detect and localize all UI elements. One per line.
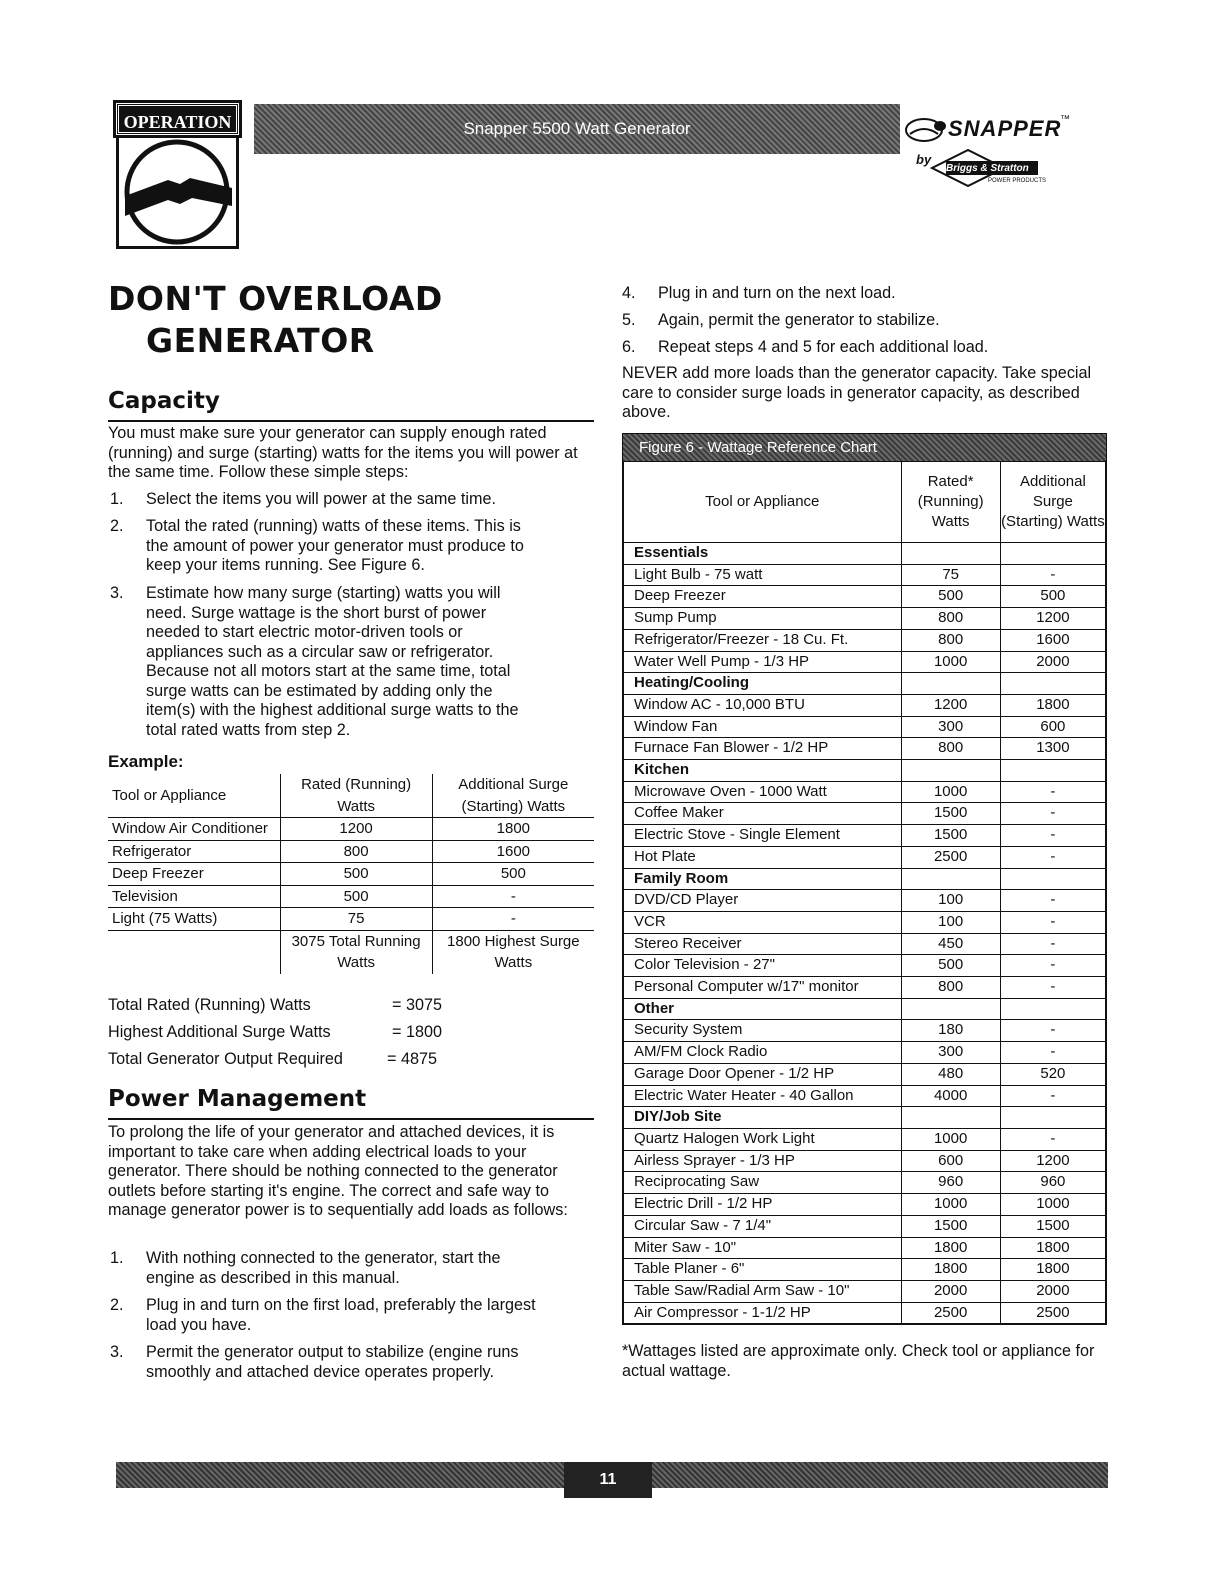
- surge-watts: 500: [1000, 586, 1105, 608]
- category-label: Other: [624, 998, 902, 1020]
- rated-watts: 75: [901, 564, 1000, 586]
- maker-sub: POWER PRODUCTS: [988, 178, 1047, 184]
- rated-watts: 100: [901, 911, 1000, 933]
- rated-watts: 1200: [901, 694, 1000, 716]
- category-row: [624, 543, 1106, 565]
- rated-watts: 1000: [901, 1128, 1000, 1150]
- rated-watts: 1000: [901, 651, 1000, 673]
- summary-surge-value: = 1800: [392, 1023, 442, 1041]
- rated-watts: 800: [901, 738, 1000, 760]
- rated-watts: 500: [901, 955, 1000, 977]
- item-name: Refrigerator/Freezer - 18 Cu. Ft.: [624, 629, 902, 651]
- empty-cell: [901, 1107, 1000, 1129]
- table-row: [624, 694, 1106, 716]
- rated-watts: 1800: [901, 1237, 1000, 1259]
- page-title: [108, 278, 588, 362]
- table-row: [624, 738, 1106, 760]
- operation-icon: [120, 138, 235, 246]
- rated-watts: 1000: [901, 1194, 1000, 1216]
- surge-watts: 520: [1000, 1063, 1105, 1085]
- table-row: Refrigerator 800 1600: [108, 840, 594, 863]
- table-row: [624, 1237, 1106, 1259]
- capacity-step-2: 2. Total the rated (running) watts of these items. This is the amount of power your generator must produce to keep your items running. See Figure 6.: [110, 517, 524, 574]
- empty-cell: [901, 543, 1000, 565]
- table-header-row: Tool or Appliance Rated (Running) Watts Additional Surge (Starting) Watts: [108, 774, 594, 818]
- table-row: [624, 1128, 1106, 1150]
- category-row: [624, 998, 1106, 1020]
- category-label: Heating/Cooling: [624, 673, 902, 695]
- category-row: [624, 673, 1106, 695]
- never-note: NEVER add more loads than the generator capacity. Take special care to consider surge loads in generator capacity, as described above.: [622, 364, 1092, 421]
- trademark: ™: [1060, 114, 1070, 125]
- rated-watts: 1500: [901, 825, 1000, 847]
- rated-watts: 1800: [901, 1259, 1000, 1281]
- surge-watts: 1500: [1000, 1215, 1105, 1237]
- table-row: [624, 1042, 1106, 1064]
- table-row: [624, 1194, 1106, 1216]
- item-name: Deep Freezer: [624, 586, 902, 608]
- rated-watts: 500: [901, 586, 1000, 608]
- table-totals-row: 3075 Total Running Watts 1800 Highest Surge Watts: [108, 930, 594, 974]
- item-name: VCR: [624, 911, 902, 933]
- table-row: [624, 846, 1106, 868]
- item-name: Garage Door Opener - 1/2 HP: [624, 1063, 902, 1085]
- table-row: [624, 1280, 1106, 1302]
- item-name: Sump Pump: [624, 608, 902, 630]
- item-name: Window AC - 10,000 BTU: [624, 694, 902, 716]
- table-row: [624, 1259, 1106, 1281]
- rated-watts: 300: [901, 1042, 1000, 1064]
- title-line-2: GENERATOR: [146, 321, 375, 360]
- brand-by: by: [916, 152, 932, 167]
- maker-name: Briggs & Stratton: [946, 163, 1029, 174]
- surge-watts: -: [1000, 564, 1105, 586]
- item-name: AM/FM Clock Radio: [624, 1042, 902, 1064]
- table-row: [624, 781, 1106, 803]
- surge-watts: 1800: [1000, 1237, 1105, 1259]
- table-row: [624, 564, 1106, 586]
- surge-watts: -: [1000, 825, 1105, 847]
- surge-watts: 1300: [1000, 738, 1105, 760]
- category-label: DIY/Job Site: [624, 1107, 902, 1129]
- surge-watts: 2500: [1000, 1302, 1105, 1324]
- example-heading: Example:: [108, 752, 184, 771]
- table-row: [624, 977, 1106, 999]
- empty-cell: [1000, 760, 1105, 782]
- page-number: 11: [564, 1462, 652, 1498]
- item-name: Hot Plate: [624, 846, 902, 868]
- item-name: Quartz Halogen Work Light: [624, 1128, 902, 1150]
- power-step-2: 2. Plug in and turn on the first load, preferably the largest load you have.: [110, 1296, 536, 1334]
- item-name: Microwave Oven - 1000 Watt: [624, 781, 902, 803]
- empty-cell: [901, 760, 1000, 782]
- table-row: [624, 825, 1106, 847]
- power-step-1: 1. With nothing connected to the generator, start the engine as described in this manual.: [110, 1249, 501, 1287]
- surge-watts: -: [1000, 933, 1105, 955]
- item-name: Furnace Fan Blower - 1/2 HP: [624, 738, 902, 760]
- table-row: [624, 911, 1106, 933]
- item-name: Light Bulb - 75 watt: [624, 564, 902, 586]
- power-rule: [108, 1118, 594, 1120]
- rated-watts: 800: [901, 608, 1000, 630]
- table-row: [624, 586, 1106, 608]
- surge-watts: -: [1000, 955, 1105, 977]
- rated-watts: 800: [901, 977, 1000, 999]
- title-line-1: DON'T OVERLOAD: [108, 279, 443, 318]
- chart-title: Figure 6 - Wattage Reference Chart: [623, 434, 1106, 461]
- table-row: [624, 1172, 1106, 1194]
- power-heading: Power Management: [108, 1086, 367, 1112]
- rated-watts: 480: [901, 1063, 1000, 1085]
- brand-logo: [902, 108, 1082, 208]
- table-row: [624, 1150, 1106, 1172]
- empty-cell: [1000, 543, 1105, 565]
- footnote: *Wattages listed are approximate only. Check tool or appliance for actual wattage.: [622, 1342, 1095, 1380]
- surge-watts: 1200: [1000, 608, 1105, 630]
- surge-watts: -: [1000, 1085, 1105, 1107]
- surge-watts: 960: [1000, 1172, 1105, 1194]
- item-name: Personal Computer w/17" monitor: [624, 977, 902, 999]
- summary-rated-value: = 3075: [392, 996, 442, 1014]
- table-row: [624, 629, 1106, 651]
- surge-watts: 2000: [1000, 651, 1105, 673]
- item-name: Electric Water Heater - 40 Gallon: [624, 1085, 902, 1107]
- item-name: Water Well Pump - 1/3 HP: [624, 651, 902, 673]
- empty-cell: [1000, 998, 1105, 1020]
- capacity-step-3: 3. Estimate how many surge (starting) watts you will need. Surge wattage is the short burst of power needed to start electric motor-driven tools or appliances such as a circular saw or refrigerator. Because not all motors start at the same time, total surge watts can be estimated by adding only the item(s) with the highest additional surge watts to the total rated watts from step 2.: [110, 584, 519, 739]
- table-row: [624, 803, 1106, 825]
- rated-watts: 1000: [901, 781, 1000, 803]
- section-label: OPERATION: [116, 103, 239, 135]
- power-intro: To prolong the life of your generator and attached devices, it is important to take care when adding electrical loads to your generator. There should be nothing connected to the generator outlets before starting it's engine. The correct and safe way to manage generator power is to sequentially add loads as follows:: [108, 1123, 568, 1219]
- table-row: [624, 890, 1106, 912]
- category-row: [624, 1107, 1106, 1129]
- table-row: [624, 1215, 1106, 1237]
- table-row: [624, 716, 1106, 738]
- item-name: Stereo Receiver: [624, 933, 902, 955]
- empty-cell: [1000, 673, 1105, 695]
- rated-watts: 2500: [901, 846, 1000, 868]
- empty-cell: [1000, 868, 1105, 890]
- surge-watts: -: [1000, 803, 1105, 825]
- surge-watts: 1800: [1000, 694, 1105, 716]
- rated-watts: 4000: [901, 1085, 1000, 1107]
- empty-cell: [901, 673, 1000, 695]
- item-name: Reciprocating Saw: [624, 1172, 902, 1194]
- category-label: Family Room: [624, 868, 902, 890]
- table-row: [624, 955, 1106, 977]
- table-row: [624, 1302, 1106, 1324]
- surge-watts: -: [1000, 890, 1105, 912]
- item-name: Coffee Maker: [624, 803, 902, 825]
- table-row: [624, 1020, 1106, 1042]
- item-name: Table Saw/Radial Arm Saw - 10": [624, 1280, 902, 1302]
- item-name: Air Compressor - 1-1/2 HP: [624, 1302, 902, 1324]
- rated-watts: 1500: [901, 1215, 1000, 1237]
- rated-watts: 960: [901, 1172, 1000, 1194]
- table-row: [624, 1085, 1106, 1107]
- table-row: Television 500 -: [108, 885, 594, 908]
- table-row: Deep Freezer 500 500: [108, 863, 594, 886]
- surge-watts: -: [1000, 1020, 1105, 1042]
- rated-watts: 2500: [901, 1302, 1000, 1324]
- surge-watts: 1000: [1000, 1194, 1105, 1216]
- item-name: Circular Saw - 7 1/4": [624, 1215, 902, 1237]
- surge-watts: -: [1000, 911, 1105, 933]
- rated-watts: 800: [901, 629, 1000, 651]
- summary-rated-label: Total Rated (Running) Watts: [108, 996, 311, 1014]
- item-name: Electric Drill - 1/2 HP: [624, 1194, 902, 1216]
- table-row: [624, 1063, 1106, 1085]
- rated-watts: 100: [901, 890, 1000, 912]
- item-name: Security System: [624, 1020, 902, 1042]
- capacity-rule: [108, 420, 594, 422]
- rated-watts: 180: [901, 1020, 1000, 1042]
- table-row: [624, 651, 1106, 673]
- table-row: Light (75 Watts) 75 -: [108, 908, 594, 931]
- item-name: Miter Saw - 10": [624, 1237, 902, 1259]
- item-name: Airless Sprayer - 1/3 HP: [624, 1150, 902, 1172]
- summary-output-label: Total Generator Output Required: [108, 1050, 343, 1068]
- capacity-heading: Capacity: [108, 388, 220, 414]
- empty-cell: [1000, 1107, 1105, 1129]
- surge-watts: -: [1000, 781, 1105, 803]
- capacity-intro: You must make sure your generator can supply enough rated (running) and surge (starting) watts for the items you will power at the same time. Follow these simple steps:: [108, 424, 578, 481]
- item-name: Color Television - 27": [624, 955, 902, 977]
- brand-name: SNAPPER: [948, 116, 1062, 141]
- item-name: Electric Stove - Single Element: [624, 825, 902, 847]
- summary-output-value: = 4875: [387, 1050, 437, 1068]
- rated-watts: 300: [901, 716, 1000, 738]
- surge-watts: -: [1000, 846, 1105, 868]
- rated-watts: 1500: [901, 803, 1000, 825]
- surge-watts: -: [1000, 977, 1105, 999]
- item-name: DVD/CD Player: [624, 890, 902, 912]
- surge-watts: 1600: [1000, 629, 1105, 651]
- table-header-row: Tool or Appliance Rated* (Running) Watts Additional Surge (Starting) Watts: [624, 462, 1106, 543]
- wattage-reference-chart: [622, 433, 1107, 1325]
- category-row: [624, 868, 1106, 890]
- surge-watts: -: [1000, 1042, 1105, 1064]
- wattage-table: [623, 461, 1106, 1324]
- surge-watts: 600: [1000, 716, 1105, 738]
- table-row: [624, 608, 1106, 630]
- rated-watts: 600: [901, 1150, 1000, 1172]
- item-name: Window Fan: [624, 716, 902, 738]
- rated-watts: 2000: [901, 1280, 1000, 1302]
- empty-cell: [901, 868, 1000, 890]
- rated-watts: 450: [901, 933, 1000, 955]
- category-row: [624, 760, 1106, 782]
- empty-cell: [901, 998, 1000, 1020]
- surge-watts: 2000: [1000, 1280, 1105, 1302]
- category-label: Kitchen: [624, 760, 902, 782]
- header-title: Snapper 5500 Watt Generator: [463, 119, 691, 138]
- power-step-3: 3. Permit the generator output to stabilize (engine runs smoothly and attached device operates properly.: [110, 1343, 519, 1381]
- table-row: [624, 933, 1106, 955]
- example-table: [108, 774, 594, 974]
- surge-watts: -: [1000, 1128, 1105, 1150]
- table-row: Window Air Conditioner 1200 1800: [108, 818, 594, 841]
- summary-surge-label: Highest Additional Surge Watts: [108, 1023, 331, 1041]
- surge-watts: 1200: [1000, 1150, 1105, 1172]
- turtle-icon: [902, 112, 948, 144]
- item-name: Table Planer - 6": [624, 1259, 902, 1281]
- category-label: Essentials: [624, 543, 902, 565]
- surge-watts: 1800: [1000, 1259, 1105, 1281]
